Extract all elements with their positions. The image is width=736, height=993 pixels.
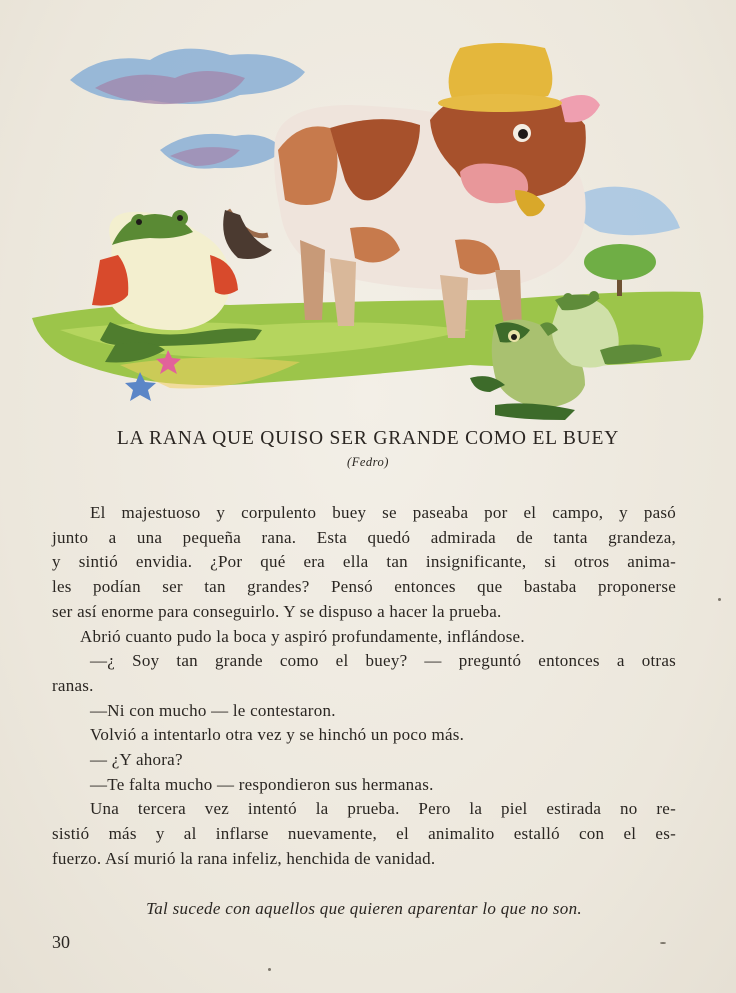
story-line: —Te falta mucho — respondieron sus hermanas. [90, 774, 434, 794]
story-line: Una tercera vez intentó la prueba. Pero la piel estirada no re- [90, 799, 676, 819]
story-author: (Fedro) [347, 455, 389, 469]
story-line: fuerzo. Así murió la rana infeliz, henchida de vanidad. [52, 848, 436, 868]
story-line: sistió más y al inflarse nuevamente, el animalito estalló con el es- [52, 824, 676, 844]
story-line: —¿ Soy tan grande como el buey? — preguntó entonces a otras [90, 651, 676, 671]
story-line: ser así enorme para conseguirlo. Y se dispuso a hacer la prueba. [52, 601, 502, 621]
illustration-cow-and-frogs [0, 0, 736, 430]
story-line: El majestuoso y corpulento buey se paseaba por el campo, y pasó [90, 503, 676, 522]
paper-speck [268, 968, 271, 971]
tree [584, 244, 656, 296]
story-title: LA RANA QUE QUISO SER GRANDE COMO EL BUEY [116, 428, 620, 449]
paper-speck [660, 942, 666, 944]
story-moral: Tal sucede con aquellos que quieren aparentar lo que no son. [146, 899, 582, 918]
page-number: 30 [52, 932, 70, 952]
story-line: les podían ser tan grandes? Pensó entonces que bastaba proponerse [52, 577, 676, 597]
paper-speck [718, 598, 721, 601]
story-line: junto a una pequeña rana. Esta quedó admirada de tanta grandeza, [52, 527, 676, 547]
story-line: y sintió envidia. ¿Por qué era ella tan insignificante, si otros anima- [52, 552, 676, 572]
story-line: Abrió cuanto pudo la boca y aspiró profundamente, inflándose. [80, 626, 525, 646]
story-line: — ¿Y ahora? [90, 750, 183, 770]
story-body [52, 501, 676, 872]
story-line: Volvió a intentarlo otra vez y se hinchó un poco más. [90, 725, 465, 745]
story-line: ranas. [52, 675, 94, 695]
story-line: —Ni con mucho — le contestaron. [90, 700, 336, 720]
